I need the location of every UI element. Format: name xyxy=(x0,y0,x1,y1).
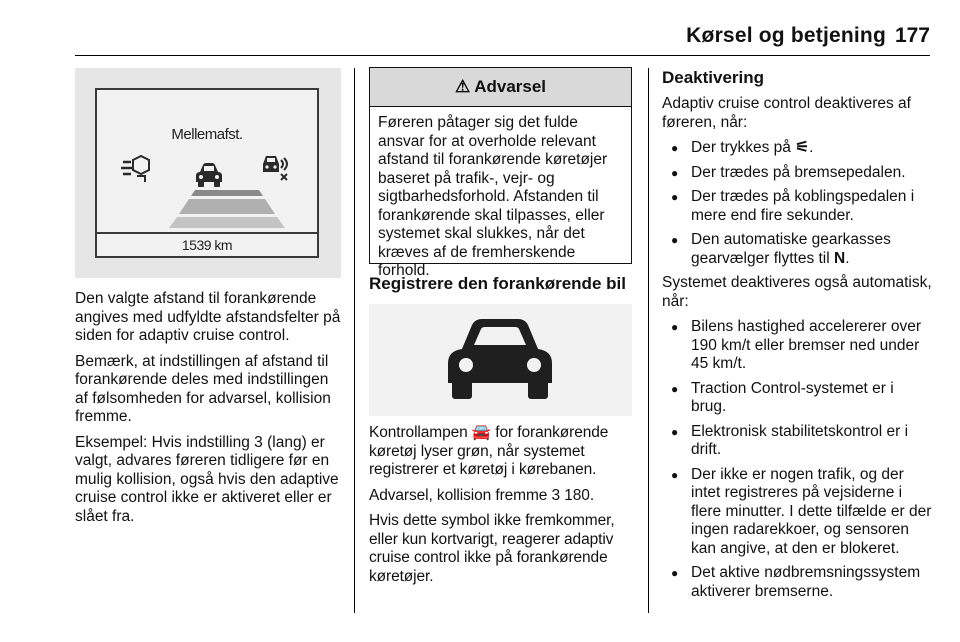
display-label: Mellemafst. xyxy=(171,126,243,143)
cruise-cancel-icon: ⚟ xyxy=(795,139,810,156)
bullet-list xyxy=(662,318,932,601)
middle-column-text xyxy=(369,424,632,593)
collision-warning-icon xyxy=(259,152,293,182)
list-item xyxy=(662,231,932,268)
warning-text: Føreren påtager sig det fulde ansvar for at overholde relevant afstand til forankørende køretøjer baseret på trafik-, vejr- og sigtbarhedsforhold. Afstanden til forankørende skal tilpasses, eller systemet skal slukkes, når det kræves af de fremherskende forhold. xyxy=(378,114,608,279)
dashboard-illustration xyxy=(75,68,341,278)
list-item: ● Traction Control-systemet er i brug. xyxy=(662,380,932,417)
section-heading: Registrere den forankørende bil xyxy=(369,274,626,293)
display-divider xyxy=(97,232,317,234)
list-item xyxy=(662,139,932,158)
list-item: ● Det aktive nødbremsningssystem aktiverer bremserne. xyxy=(662,564,932,601)
text-segment: Der trykkes på xyxy=(691,139,791,156)
list-item: ● Elektronisk stabilitetskontrol er i drift. xyxy=(662,423,932,460)
page-number: 177 xyxy=(894,24,930,47)
paragraph: Hvis dette symbol ikke fremkommer, eller kun kortvarigt, reagerer adaptiv cruise control ikke på forankørende køretøjer. xyxy=(369,512,615,585)
paragraph xyxy=(369,487,632,506)
list-item: ● Der ikke er nogen trafik, og der intet registreres på vejsiderne i flere minutter. I dette tilfælde er der ingen radarekkoer, og sensoren kan angive, at den er blokeret. xyxy=(662,466,932,559)
traffic-sign-icon xyxy=(119,154,153,184)
page-header-title: Kørsel og betjening xyxy=(686,24,886,47)
header-rule xyxy=(75,55,930,56)
distance-bar-3 xyxy=(169,217,285,228)
page-reference[interactable]: 180. xyxy=(564,486,595,504)
page-reference-icon: 3 xyxy=(551,486,561,504)
warning-box xyxy=(369,67,632,279)
section-heading: Deaktivering xyxy=(662,68,765,87)
gear-position-label: N xyxy=(834,249,846,267)
paragraph: Systemet deaktiveres også automatisk, når: xyxy=(662,274,932,310)
distance-bar-2 xyxy=(179,199,275,214)
paragraph: Eksempel: Hvis indstilling 3 (lang) er valgt, advares føreren tidligere før en mulig kollision, også hvis den adaptive cruise control ikke er aktiveret eller er slået fra. xyxy=(75,433,339,525)
warning-title: Advarsel xyxy=(474,77,547,96)
paragraph xyxy=(369,424,632,480)
warning-triangle-icon: ⚠ xyxy=(454,77,471,96)
bullet-list xyxy=(662,139,932,268)
column-separator-2 xyxy=(648,68,649,613)
vehicle-ahead-icon xyxy=(440,315,560,405)
distance-bar-1 xyxy=(191,190,263,196)
paragraph: Den valgte afstand til forankørende angives med udfyldte afstandsfelter på siden for adaptiv cruise control. xyxy=(75,290,341,344)
list-item: ● Der trædes på koblingspedalen i mere end fire sekunder. xyxy=(662,188,932,225)
paragraph: Adaptiv cruise control deaktiveres af føreren, når: xyxy=(662,95,911,131)
text-segment: Advarsel, kollision fremme xyxy=(369,486,548,504)
warning-header xyxy=(370,68,631,107)
text-segment: . xyxy=(809,139,814,156)
car-indicator-illustration xyxy=(369,304,632,416)
text-segment: for forankørende køretøj lyser grøn, når systemet registrerer et køretøj i kørebanen. xyxy=(369,424,609,478)
car-icon xyxy=(194,162,224,188)
text-segment: Den automatiske gearkasses gearvælger flyttes til xyxy=(691,231,891,267)
vehicle-ahead-lamp-icon: 🚘 xyxy=(471,424,492,441)
list-item: ● Der trædes på bremsepedalen. xyxy=(662,164,932,183)
list-item: ● Bilens hastighed accelererer over 190 km/t eller bremser ned under 45 km/t. xyxy=(662,318,932,374)
display-screen xyxy=(95,88,319,258)
text-segment: Kontrollampen xyxy=(369,424,468,441)
column-separator-1 xyxy=(354,68,355,613)
paragraph: Bemærk, at indstillingen af afstand til forankørende deles med indstillingen af følsomheden for advarsel, kollision fremme. xyxy=(75,352,331,425)
odometer-readout: 1539 km xyxy=(181,237,233,253)
text-segment: . xyxy=(845,249,850,267)
right-column xyxy=(662,68,932,607)
left-column-text xyxy=(75,290,343,533)
